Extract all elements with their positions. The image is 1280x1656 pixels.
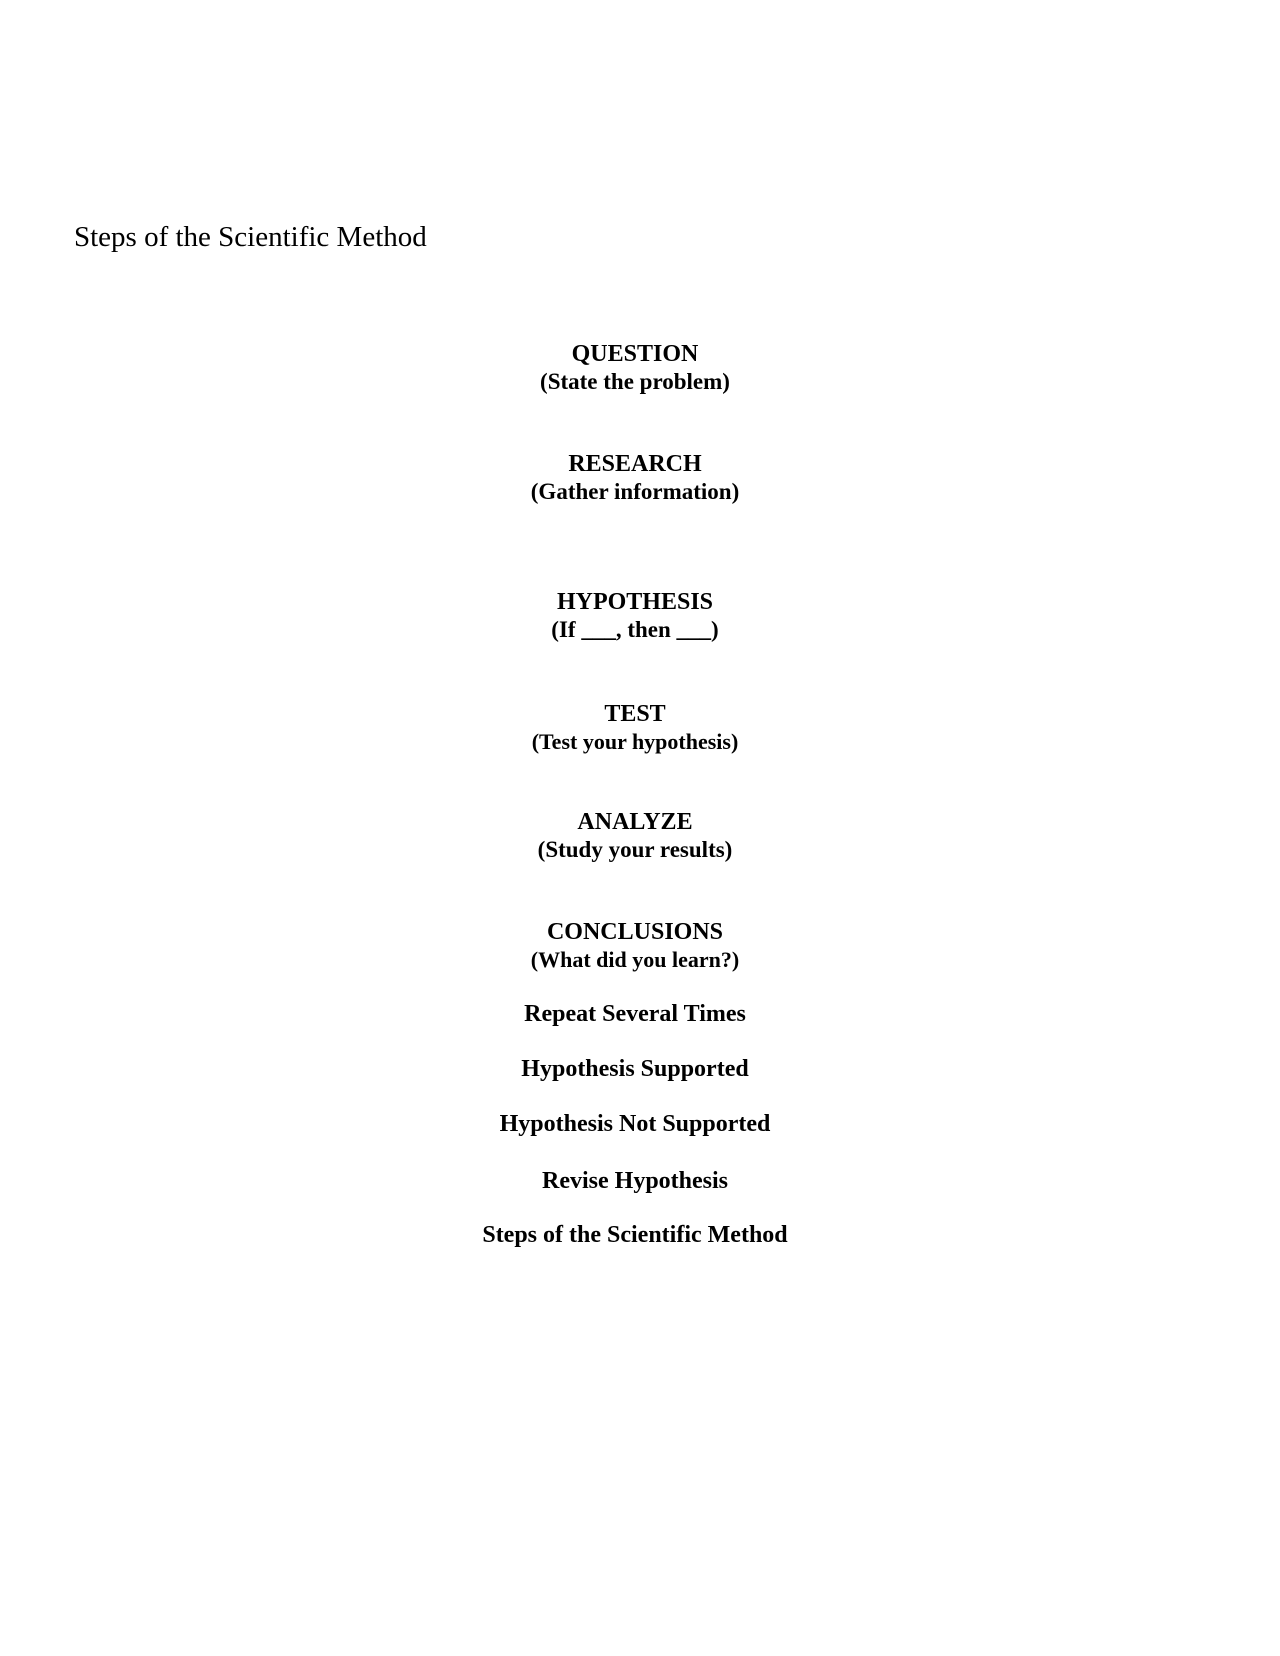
step-heading: ANALYZE xyxy=(577,809,693,835)
outcome-revise: Revise Hypothesis xyxy=(542,1168,728,1194)
step-subtext: (State the problem) xyxy=(540,369,730,394)
step-heading: QUESTION xyxy=(571,341,699,367)
step-heading: CONCLUSIONS xyxy=(546,919,724,945)
step-test xyxy=(0,700,1270,755)
step-question xyxy=(0,340,1270,395)
step-heading: HYPOTHESIS xyxy=(556,589,714,615)
step-heading: TEST xyxy=(604,701,666,727)
step-research xyxy=(0,450,1270,505)
closing-title: Steps of the Scientific Method xyxy=(482,1222,788,1248)
step-subtext: (Gather information) xyxy=(530,479,740,504)
step-subtext: (Study your results) xyxy=(537,837,733,862)
step-subtext: (If ___, then ___) xyxy=(551,617,719,642)
outcome-supported: Hypothesis Supported xyxy=(521,1056,749,1082)
step-subtext: (Test your hypothesis) xyxy=(531,729,739,754)
document-title: Steps of the Scientific Method xyxy=(74,221,427,253)
step-conclusions xyxy=(0,918,1270,973)
outcome-repeat: Repeat Several Times xyxy=(524,1001,746,1027)
step-subtext: (What did you learn?) xyxy=(530,947,740,972)
step-heading: RESEARCH xyxy=(568,451,702,477)
outcome-not-supported: Hypothesis Not Supported xyxy=(499,1111,771,1137)
step-analyze xyxy=(0,808,1270,863)
step-hypothesis xyxy=(0,588,1270,643)
